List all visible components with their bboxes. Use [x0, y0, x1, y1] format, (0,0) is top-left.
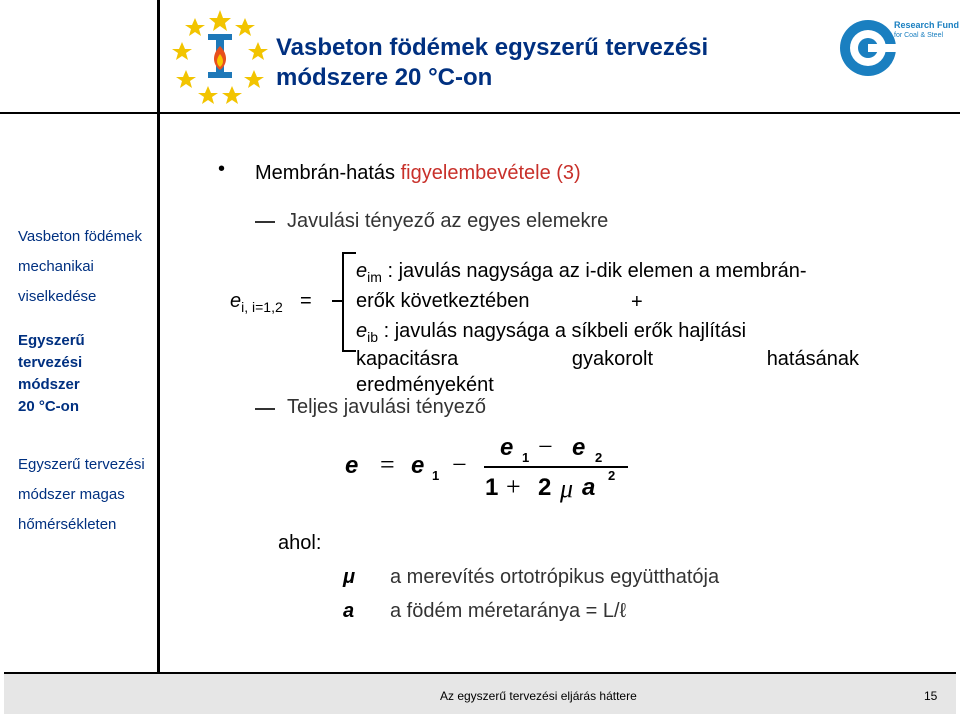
formula-den-sup: 2	[608, 468, 616, 483]
bullet-heading-black: Membrán-hatás	[255, 162, 401, 184]
formula-e1: e	[411, 452, 425, 479]
sidebar-group-mechanics	[18, 226, 142, 308]
e-ib-line: $e_{ib}$ : javulás nagysága a síkbeli erők hajlítási	[356, 320, 747, 345]
logo-text-research-fund: Research Fund	[894, 20, 960, 30]
formula-den-plus: +	[506, 472, 521, 501]
slide-title	[276, 33, 836, 93]
formula-minus: −	[452, 450, 467, 479]
formula-lhs: e	[345, 452, 359, 479]
e-i-label: $e_{i, i=1,2}$	[230, 290, 283, 315]
research-fund-emblem-icon	[838, 16, 898, 80]
page-number: 15	[924, 689, 938, 703]
plus-sign: +	[631, 291, 643, 313]
slide-title-line2: módszere 20 °C-on	[276, 64, 493, 91]
dash-icon	[255, 221, 275, 223]
sidebar-group-simple-method-active	[18, 330, 85, 418]
e-im-line2: erők következtében	[356, 290, 530, 312]
bullet-heading-red: figyelembevétele (3)	[400, 162, 581, 184]
formula-den-one: 1	[485, 474, 499, 501]
vertical-divider	[157, 0, 160, 672]
bullet-heading	[255, 160, 581, 186]
slide-title-line1: Vasbeton födémek egyszerű tervezési	[276, 34, 709, 61]
e-ib-line2: kapacitásra gyakorolt hatásának	[356, 348, 859, 370]
sidebar-line: hőmérsékleten	[18, 516, 117, 533]
sidebar-line: módszer magas	[18, 486, 125, 503]
sub-heading-total: Teljes javulási tényező	[287, 396, 486, 418]
e-ib-line3: eredményeként	[356, 374, 494, 396]
research-fund-logo	[838, 16, 960, 88]
formula-num-sub2: 2	[595, 450, 603, 465]
sidebar-line: 20 °C-on	[18, 398, 80, 415]
formula-num-minus: −	[538, 432, 553, 461]
sidebar-line: módszer	[18, 376, 80, 393]
sidebar-line: Egyszerű	[18, 332, 85, 349]
sidebar-line: mechanikai	[18, 258, 94, 275]
bracket-tick	[332, 300, 342, 302]
mu-symbol: μ	[343, 566, 356, 588]
bullet-icon: •	[218, 158, 226, 180]
logo-text-coal-steel: for Coal & Steel	[894, 32, 944, 39]
formula-num-e1: e	[500, 434, 514, 461]
formula-den-mu: μ	[560, 474, 574, 503]
formula-num-sub1: 1	[522, 450, 530, 465]
sidebar-line: tervezési	[18, 354, 83, 371]
equals-sign: =	[300, 290, 312, 312]
formula-num-e2: e	[572, 434, 586, 461]
e-im-line: $e_{im}$ : javulás nagysága az i-dik elemen a membrán-	[356, 260, 807, 285]
sidebar-group-high-temp	[18, 454, 145, 536]
sidebar-line: Egyszerű tervezési	[18, 456, 145, 473]
dash-icon	[255, 408, 275, 410]
sidebar-line: viselkedése	[18, 288, 97, 305]
footer-text: Az egyszerű tervezési eljárás háttere	[440, 689, 637, 703]
brace-bracket	[342, 252, 356, 352]
formula-den-a: a	[582, 474, 596, 501]
sidebar-line: Vasbeton födémek	[18, 228, 142, 245]
formula-eq: =	[380, 450, 395, 479]
ahol-label: ahol:	[278, 532, 322, 554]
fraction-bar	[484, 466, 628, 468]
eu-stars-logo-icon	[170, 8, 270, 104]
formula-e1-sub: 1	[432, 468, 440, 483]
mu-definition: a merevítés ortotrópikus együtthatója	[390, 566, 720, 588]
formula-den-two: 2	[538, 474, 552, 501]
sub-heading-factor: Javulási tényező az egyes elemekre	[287, 210, 609, 232]
a-symbol: a	[343, 600, 355, 622]
a-definition: a födém méretaránya = L/ℓ	[390, 600, 627, 622]
horizontal-divider	[0, 112, 960, 114]
